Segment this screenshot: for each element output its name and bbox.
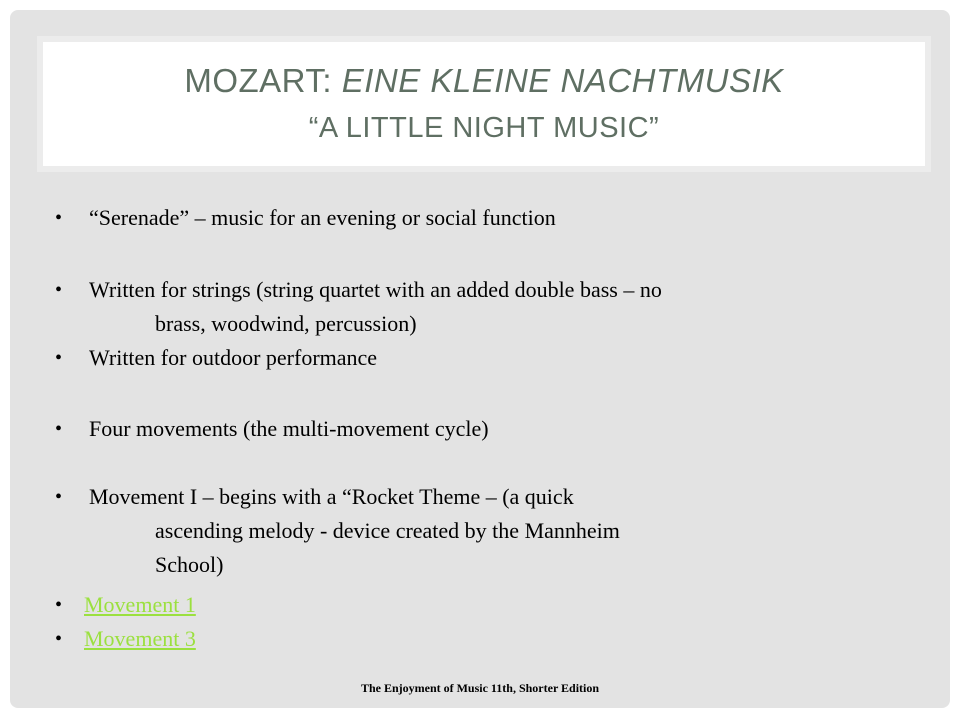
bullet-glyph: • (55, 486, 63, 508)
bullet-glyph: • (55, 594, 63, 616)
bullet-text-strings-line1: Written for strings (string quartet with an added double bass – no (89, 277, 662, 302)
bullet-glyph: • (55, 347, 63, 369)
bullet-text-outdoor: Written for outdoor performance (89, 345, 378, 370)
bullet-glyph: • (55, 279, 63, 301)
title-prefix: MOZART: (184, 62, 342, 99)
movement-1-link[interactable]: Movement 1 (84, 592, 196, 617)
bullet-text-rocket-line1: Movement I – begins with a “Rocket Theme – (a quick (89, 484, 574, 509)
bullet-glyph: • (55, 628, 63, 650)
bullet-glyph: • (55, 207, 63, 229)
slide (10, 10, 950, 708)
bullet-text-movements: Four movements (the multi-movement cycle) (89, 416, 489, 441)
bullet-glyph: • (55, 418, 63, 440)
slide-subtitle: “A LITTLE NIGHT MUSIC” (308, 112, 660, 144)
title-italic: EINE KLEINE NACHTMUSIK (341, 62, 784, 99)
bullet-text-rocket-line2: ascending melody - device created by the Mannheim (155, 518, 620, 543)
bullet-text-rocket-line3: School) (155, 552, 224, 577)
bullet-text-strings-line2: brass, woodwind, percussion) (155, 311, 417, 336)
slide-body (10, 10, 950, 708)
bullet-text-serenade: “Serenade” – music for an evening or social function (89, 205, 556, 230)
movement-3-link[interactable]: Movement 3 (84, 626, 196, 651)
slide-footer: The Enjoyment of Music 11th, Shorter Edition (360, 681, 600, 695)
